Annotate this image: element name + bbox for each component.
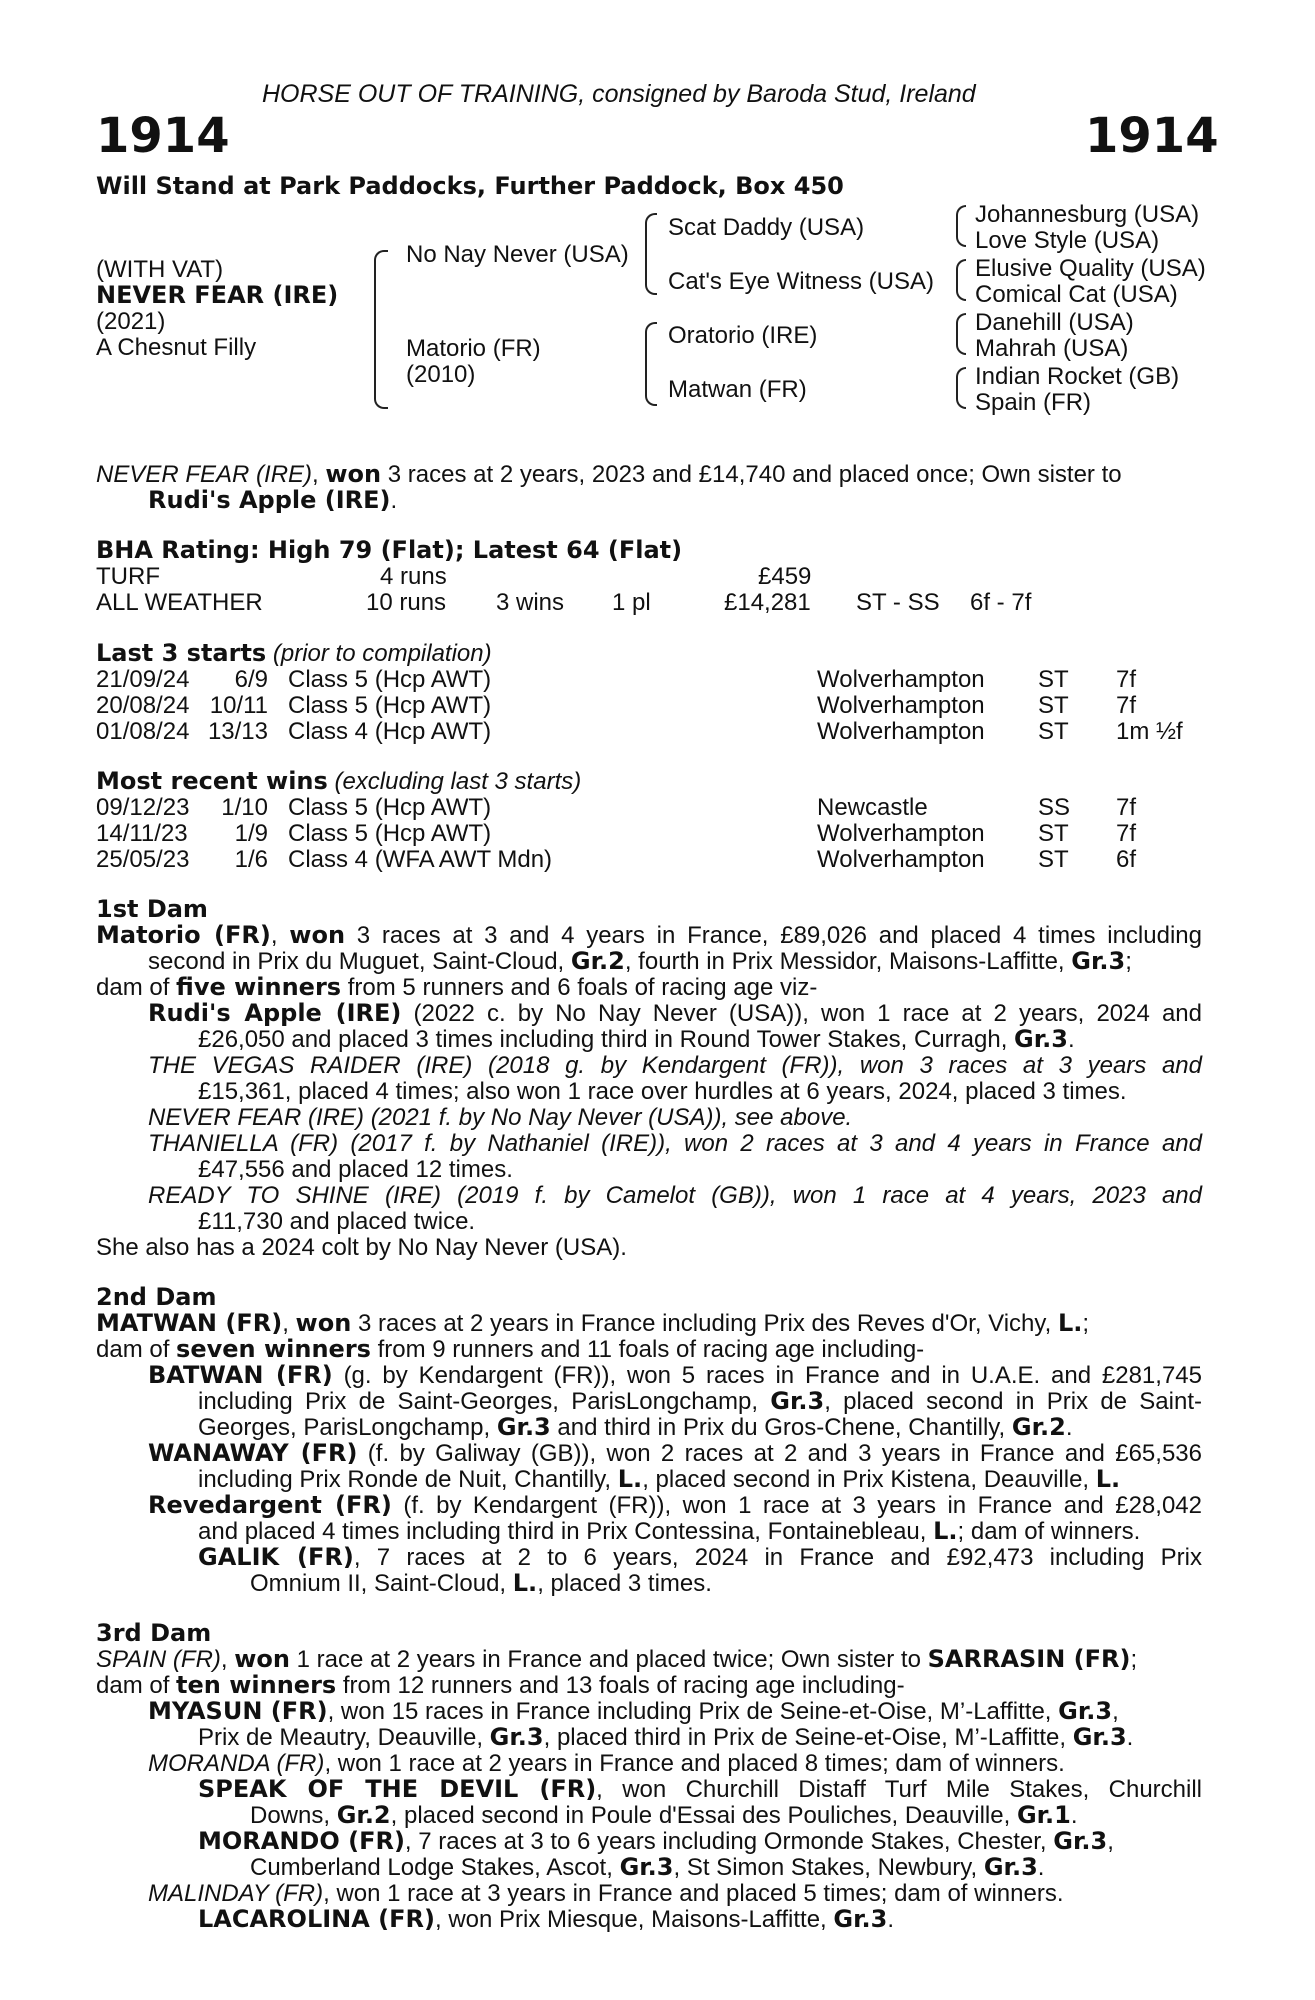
pedigree-brace-dam	[645, 322, 657, 406]
race-course: Wolverhampton	[817, 820, 985, 847]
progeny-entry: READY TO SHINE (IRE) (2019 f. by Camelot (GB)), won 1 race at 4 years, 2023 and	[148, 1182, 1202, 1209]
consignment-line: HORSE OUT OF TRAINING, consigned by Baroda Stud, Ireland	[262, 80, 976, 108]
pedigree-brace-sire	[645, 213, 657, 295]
progeny-entry-cont: £47,556 and placed 12 times.	[198, 1156, 513, 1183]
rating-distance: 6f - 7f	[970, 589, 1032, 616]
progeny-entry-cont: £11,730 and placed twice.	[198, 1208, 476, 1235]
progeny-entry-cont: including Prix de Saint-Georges, ParisLongchamp, Gr.3, placed second in Prix de Saint-	[198, 1387, 1202, 1415]
pedigree-ss-sire: Johannesburg (USA)	[975, 201, 1200, 228]
race-surface: ST	[1038, 846, 1069, 873]
progeny-entry: WANAWAY (FR) (f. by Galiway (GB)), won 2 races at 2 and 3 years in France and £65,536	[148, 1439, 1202, 1467]
progeny-entry-cont: Prix de Meautry, Deauville, Gr.3, placed third in Prix de Seine-et-Oise, M’-Laffitte, Gr.3.	[198, 1723, 1134, 1751]
pedigree-dam: Matorio (FR)	[406, 335, 541, 362]
progeny-entry: NEVER FEAR (IRE) (2021 f. by No Nay Never (USA)), see above.	[148, 1104, 853, 1131]
pedigree-sd-dam: Comical Cat (USA)	[975, 281, 1178, 308]
stand-location: Will Stand at Park Paddocks, Further Paddock, Box 450	[96, 172, 844, 200]
progeny-entry-cont: Georges, ParisLongchamp, Gr.3 and third in Prix du Gros-Chene, Chantilly, Gr.2.	[198, 1413, 1073, 1441]
pedigree-dam-year: (2010)	[406, 361, 476, 388]
race-position: 6/9	[234, 666, 268, 693]
rating-surface: TURF	[96, 563, 160, 590]
pedigree-brace-ss	[956, 205, 966, 247]
race-date: 14/11/23	[96, 820, 188, 847]
rating-money: £459	[758, 563, 812, 590]
horse-year: (2021)	[96, 308, 166, 335]
pedigree-sd-sire: Elusive Quality (USA)	[975, 255, 1206, 282]
progeny-entry: THANIELLA (FR) (2017 f. by Nathaniel (IRE)), won 2 races at 3 and 4 years in France and	[148, 1130, 1202, 1157]
horse-description: A Chesnut Filly	[96, 334, 257, 361]
race-course: Newcastle	[817, 794, 928, 821]
vat-label: (WITH VAT)	[96, 256, 224, 283]
race-class: Class 5 (Hcp AWT)	[288, 692, 492, 719]
rating-runs: 10 runs	[366, 589, 447, 616]
pedigree-sire-sire: Scat Daddy (USA)	[668, 214, 865, 241]
pedigree-sire: No Nay Never (USA)	[406, 241, 629, 268]
pedigree-brace-dd	[956, 367, 966, 409]
race-course: Wolverhampton	[817, 692, 985, 719]
pedigree-dam-dam: Matwan (FR)	[668, 376, 807, 403]
race-distance: 7f	[1116, 692, 1137, 719]
rating-money: £14,281	[724, 589, 811, 616]
second-dam-heading: 2nd Dam	[96, 1283, 217, 1311]
progeny-entry: MORANDA (FR), won 1 race at 2 years in France and placed 8 times; dam of winners.	[148, 1750, 1065, 1777]
race-course: Wolverhampton	[817, 718, 985, 745]
race-course: Wolverhampton	[817, 666, 985, 693]
second-dam-line: dam of seven winners from 9 runners and 11 foals of racing age including-	[96, 1335, 925, 1363]
rating-placed: 1 pl	[612, 589, 651, 616]
race-class: Class 5 (Hcp AWT)	[288, 794, 492, 821]
progeny-entry-cont: £26,050 and placed 3 times including third in Round Tower Stakes, Curragh, Gr.3.	[198, 1025, 1075, 1053]
race-date: 21/09/24	[96, 666, 190, 693]
lot-number-left: 1914	[96, 108, 230, 164]
progeny-entry: MORANDO (FR), 7 races at 3 to 6 years including Ormonde Stakes, Chester, Gr.3,	[198, 1827, 1114, 1855]
summary-won: won	[325, 460, 382, 488]
first-dam-heading: 1st Dam	[96, 895, 208, 923]
rating-surface: ALL WEATHER	[96, 589, 263, 616]
progeny-entry-cont: and placed 4 times including third in Prix Contessina, Fontainebleau, L.; dam of winners.	[198, 1517, 1141, 1545]
first-dam-footer: She also has a 2024 colt by No Nay Never (USA).	[96, 1234, 627, 1261]
third-dam-heading: 3rd Dam	[96, 1619, 212, 1647]
rating-runs: 4 runs	[380, 563, 447, 590]
race-distance: 7f	[1116, 794, 1137, 821]
progeny-entry-cont: including Prix Ronde de Nuit, Chantilly, L., placed second in Prix Kistena, Deauville, L.	[198, 1465, 1121, 1493]
race-position: 1/10	[221, 794, 268, 821]
race-class: Class 4 (WFA AWT Mdn)	[288, 846, 553, 873]
lot-number-right: 1914	[1085, 108, 1219, 164]
first-dam-line: Matorio (FR), won 3 races at 3 and 4 years in France, £89,026 and placed 4 times including	[96, 921, 1202, 949]
progeny-entry-cont: Downs, Gr.2, placed second in Poule d'Essai des Pouliches, Deauville, Gr.1.	[250, 1801, 1078, 1829]
rating-going: ST - SS	[856, 589, 940, 616]
race-distance: 7f	[1116, 820, 1137, 847]
horse-name: NEVER FEAR (IRE)	[96, 281, 339, 309]
summary-sister: Rudi's Apple (IRE)	[148, 486, 391, 514]
race-position: 10/11	[209, 692, 268, 719]
progeny-entry-cont: Cumberland Lodge Stakes, Ascot, Gr.3, St Simon Stakes, Newbury, Gr.3.	[250, 1853, 1045, 1881]
race-date: 01/08/24	[96, 718, 190, 745]
third-dam-line: SPAIN (FR), won 1 race at 2 years in France and placed twice; Own sister to SARRASIN (FR);	[96, 1645, 1138, 1673]
pedigree-ds-sire: Danehill (USA)	[975, 309, 1134, 336]
race-surface: ST	[1038, 718, 1069, 745]
summary-line-1: NEVER FEAR (IRE), won 3 races at 2 years, 2023 and £14,740 and placed once; Own sister to	[96, 460, 1122, 488]
summary-horse-name: NEVER FEAR (IRE)	[96, 461, 313, 488]
race-date: 09/12/23	[96, 794, 190, 821]
pedigree-dd-sire: Indian Rocket (GB)	[975, 363, 1180, 390]
race-class: Class 5 (Hcp AWT)	[288, 666, 492, 693]
summary-text: 3 races at 2 years, 2023 and £14,740 and placed once; Own sister to	[381, 461, 1122, 488]
race-surface: ST	[1038, 692, 1069, 719]
pedigree-brace-ds	[956, 313, 966, 355]
race-distance: 1m ½f	[1116, 718, 1183, 745]
progeny-entry: BATWAN (FR) (g. by Kendargent (FR)), won 5 races in France and in U.A.E. and £281,745	[148, 1361, 1202, 1389]
last-starts-heading: Last 3 starts (prior to compilation)	[96, 639, 492, 667]
progeny-entry: MYASUN (FR), won 15 races in France including Prix de Seine-et-Oise, M’-Laffitte, Gr.3,	[148, 1697, 1119, 1725]
progeny-entry-cont: £15,361, placed 4 times; also won 1 race over hurdles at 6 years, 2024, placed 3 times.	[198, 1078, 1127, 1105]
pedigree-ds-dam: Mahrah (USA)	[975, 335, 1129, 362]
race-distance: 6f	[1116, 846, 1137, 873]
pedigree-brace-gen1	[374, 250, 388, 409]
pedigree-sire-dam: Cat's Eye Witness (USA)	[668, 268, 934, 295]
race-position: 1/6	[234, 846, 268, 873]
third-dam-line: dam of ten winners from 12 runners and 13 foals of racing age including-	[96, 1671, 905, 1699]
progeny-entry: GALIK (FR), 7 races at 2 to 6 years, 2024 in France and £92,473 including Prix	[198, 1543, 1203, 1571]
race-position: 13/13	[207, 718, 268, 745]
race-surface: ST	[1038, 820, 1069, 847]
progeny-entry: Rudi's Apple (IRE) (2022 c. by No Nay Never (USA)), won 1 race at 2 years, 2024 and	[148, 999, 1202, 1027]
first-dam-line: dam of five winners from 5 runners and 6 foals of racing age viz-	[96, 973, 818, 1001]
pedigree-brace-sd	[956, 259, 966, 301]
second-dam-line: MATWAN (FR), won 3 races at 2 years in France including Prix des Reves d'Or, Vichy, L.;	[96, 1309, 1090, 1337]
race-class: Class 4 (Hcp AWT)	[288, 718, 492, 745]
progeny-entry: Revedargent (FR) (f. by Kendargent (FR)), won 1 race at 3 years in France and £28,042	[148, 1491, 1202, 1519]
race-distance: 7f	[1116, 666, 1137, 693]
pedigree-dd-dam: Spain (FR)	[975, 389, 1092, 416]
rating-wins: 3 wins	[496, 589, 565, 616]
progeny-entry: THE VEGAS RAIDER (IRE) (2018 g. by Kendargent (FR)), won 3 races at 3 years and	[148, 1052, 1202, 1079]
recent-wins-heading: Most recent wins (excluding last 3 starts)	[96, 767, 582, 795]
race-surface: SS	[1038, 794, 1071, 821]
pedigree-dam-sire: Oratorio (IRE)	[668, 322, 818, 349]
race-date: 25/05/23	[96, 846, 190, 873]
race-position: 1/9	[234, 820, 268, 847]
progeny-entry-cont: Omnium II, Saint-Cloud, L., placed 3 times.	[250, 1569, 712, 1597]
first-dam-line: second in Prix du Muguet, Saint-Cloud, Gr.2, fourth in Prix Messidor, Maisons-Laffitte, Gr.3;	[148, 947, 1132, 975]
summary-line-2: Rudi's Apple (IRE).	[148, 486, 398, 514]
race-course: Wolverhampton	[817, 846, 985, 873]
progeny-entry: SPEAK OF THE DEVIL (FR), won Churchill Distaff Turf Mile Stakes, Churchill	[198, 1775, 1203, 1803]
race-date: 20/08/24	[96, 692, 190, 719]
progeny-entry: LACAROLINA (FR), won Prix Miesque, Maisons-Laffitte, Gr.3.	[198, 1905, 894, 1933]
race-surface: ST	[1038, 666, 1069, 693]
pedigree-ss-dam: Love Style (USA)	[975, 227, 1160, 254]
progeny-entry: MALINDAY (FR), won 1 race at 3 years in France and placed 5 times; dam of winners.	[148, 1880, 1064, 1907]
race-class: Class 5 (Hcp AWT)	[288, 820, 492, 847]
bha-rating-heading: BHA Rating: High 79 (Flat); Latest 64 (Flat)	[96, 536, 683, 564]
